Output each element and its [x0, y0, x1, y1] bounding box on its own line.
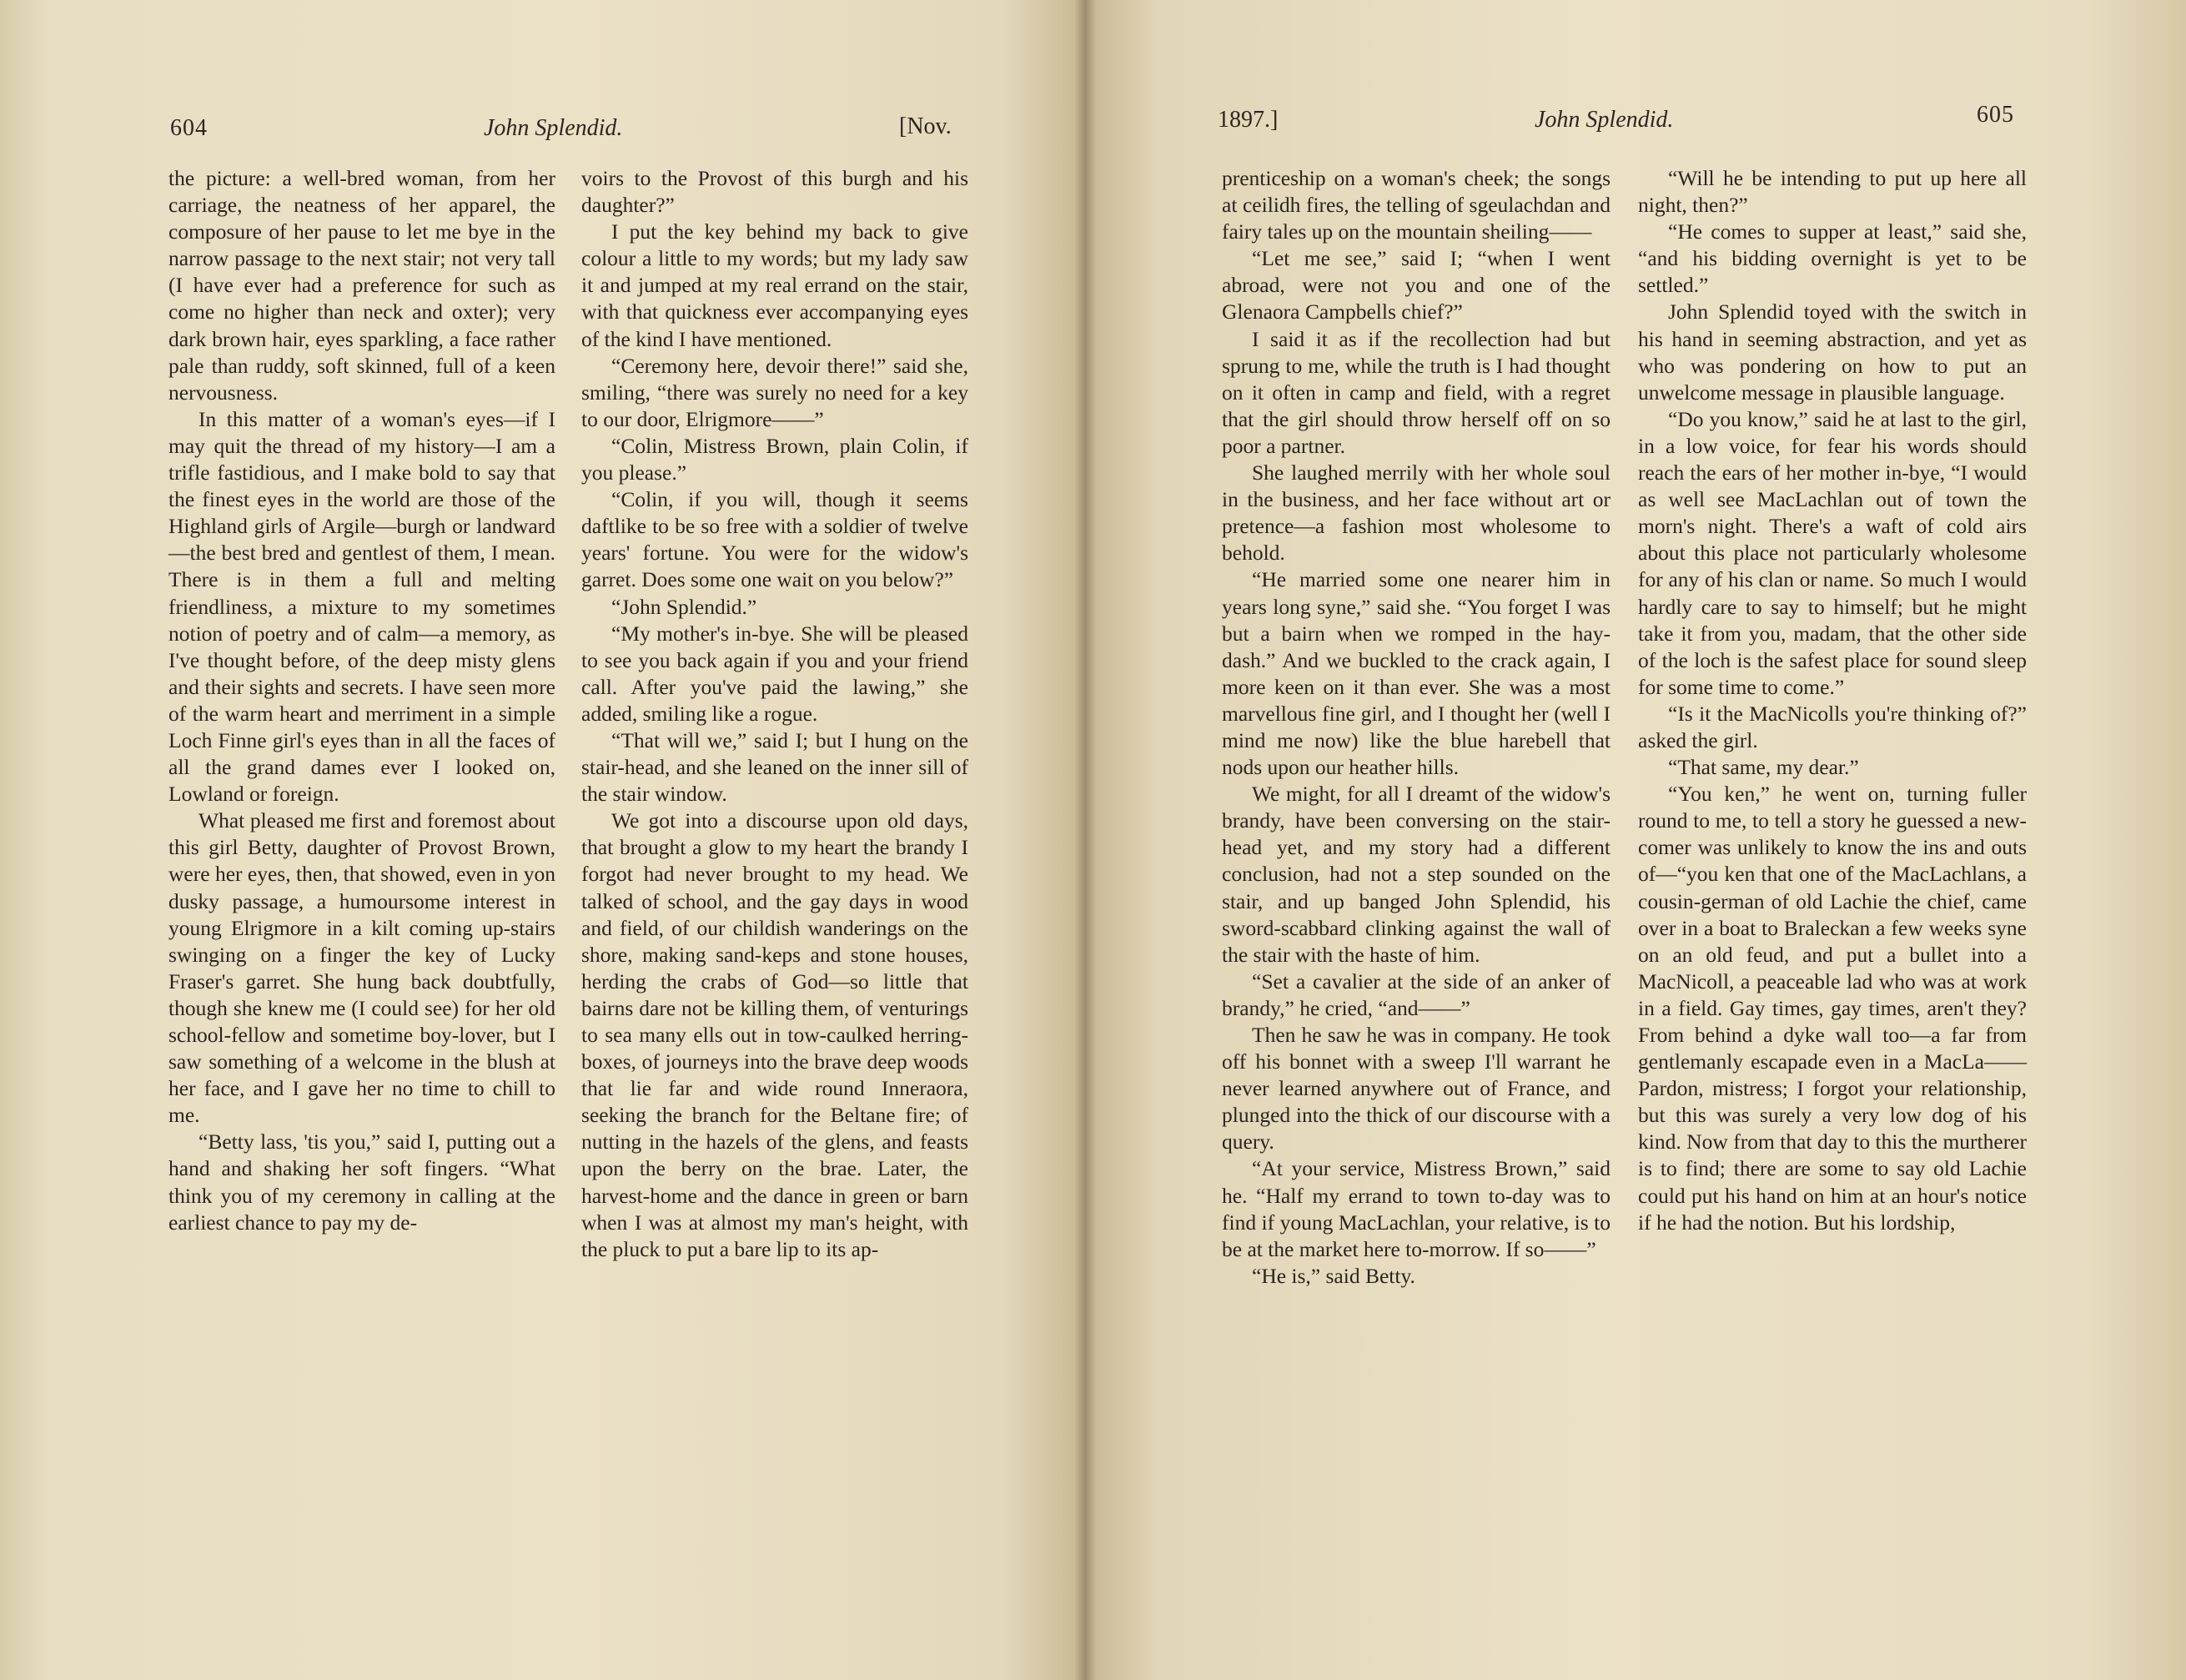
paragraph: “Set a cavalier at the side of an anker of brandy,” he cried, “and——” — [1222, 968, 1611, 1020]
paragraph: “Is it the MacNicolls you're thinking of?” asked the girl. — [1638, 701, 2027, 752]
right-column-1 — [1222, 165, 1611, 1290]
paragraph: In this matter of a woman's eyes—if I may quit the thread of my history—I am a trifle fastidious, and I make bold to say that the finest eyes in the world are those of the Highland girls of Argile—burgh or landward—the best bred and gentlest of them, I mean. There is in them a full and melting friendliness, a mixture to my sometimes notion of poetry and of calm—a memory, as I've thought before, of the deep misty glens and their sights and secrets. I have seen more of the warm heart and merriment in a simple Loch Finne girl's eyes than in all the faces of all the grand dames ever I looked on, Lowland or foreign. — [168, 406, 555, 807]
paragraph: “Let me see,” said I; “when I went abroad, were not you and one of the Glenaora Campbells chief?” — [1222, 246, 1611, 324]
right-page — [1084, 0, 2186, 1680]
paragraph: “He married some one nearer him in years long syne,” said she. “You forget I was but a bairn when we romped in the hay-dash.” And we buckled to the crack again, I more keen on it than ever. She was a most marvellous fine girl, and I thought her (well I mind me now) like the blue harebell that nods upon our heather hills. — [1222, 567, 1611, 780]
paragraph: John Splendid toyed with the switch in his hand in seeming abstraction, and yet as who was pondering on how to put an unwelcome message in plausible language. — [1638, 299, 2027, 405]
paragraph: We might, for all I dreamt of the widow's brandy, have been conversing on the stair-head yet, and my story had a different conclusion, had not a step sounded on the stair, and up banged John Splendid, his sword-scabbard clinking against the wall of the stair with the haste of him. — [1222, 782, 1611, 967]
paragraph: “Ceremony here, devoir there!” said she, smiling, “there was surely no need for a key to our door, Elrigmore——” — [581, 353, 968, 431]
paragraph: What pleased me first and foremost about this girl Betty, daughter of Provost Brown, were her eyes, then, that showed, even in yon dusky passage, a humoursome interest in young Elrigmore in a kilt coming up-stairs swinging on a finger the key of Lucky Fraser's garret. She hung back doubtfully, though she knew me (I could see) for her old school-fellow and sometime boy-lover, but I saw something of a welcome in the blush at her face, and I gave her no time to chill to me. — [168, 808, 555, 1128]
left-column-1 — [168, 165, 555, 1236]
page-number-right: 605 — [1977, 102, 2014, 128]
paragraph: “My mother's in-bye. She will be pleased to see you back again if you and your friend call. After you've paid the lawing,” she added, smiling like a rogue. — [581, 621, 968, 726]
paragraph: We got into a discourse upon old days, that brought a glow to my heart the brandy I forgot had never brought to my head. We talked of school, and the gay days in wood and field, of our childish wanderings on the shore, making sand-keps and stone houses, herding the crabs of God—so little that bairns dare not be killing them, of venturings to sea many ells out in tow-caulked herring-boxes, of journeys into the brave deep woods that lie far and wide round Inneraora, seeking the branch for the Beltane fire; of nutting in the hazels of the glens, and feasts upon the berry on the brae. Later, the harvest-home and the dance in green or barn when I was at almost my man's height, with the pluck to put a bare lip to its ap- — [581, 808, 968, 1261]
left-page — [0, 0, 1084, 1680]
paragraph: Then he saw he was in company. He took off his bonnet with a sweep I'll warrant he never learned anywhere out of France, and plunged into the thick of our discourse with a query. — [1222, 1023, 1611, 1154]
paragraph: voirs to the Provost of this burgh and his daughter?” — [581, 166, 968, 218]
paragraph: prenticeship on a woman's cheek; the songs at ceilidh fires, the telling of sgeulachdan and fairy tales up on the mountain sheiling—— — [1222, 166, 1611, 244]
book-gutter — [1074, 0, 1096, 1680]
paragraph: “Do you know,” said he at last to the girl, in a low voice, for fear his words should reach the ears of her mother in-bye, “I would as well see MacLachlan out of town the morn's night. There's a waft of cold airs about this place not particularly wholesome for any of his clan or name. So much I would hardly care to say to himself; but he might take it from you, madam, that the other side of the loch is the safest place for sound sleep for some time to come.” — [1638, 406, 2027, 699]
running-year: 1897.] — [1218, 107, 1279, 133]
paragraph: I put the key behind my back to give colour a little to my words; but my lady saw it and jumped at my real errand on the stair, with that quickness ever accompanying eyes of the kind I have mentioned. — [581, 219, 968, 351]
paragraph: “He comes to supper at least,” said she, “and his bidding overnight is yet to be settled.” — [1638, 219, 2027, 298]
right-column-2 — [1638, 165, 2027, 1236]
paragraph: “John Splendid.” — [611, 594, 757, 619]
paragraph: “He is,” said Betty. — [1252, 1263, 1415, 1288]
paragraph: “That same, my dear.” — [1668, 755, 1859, 780]
paragraph: the picture: a well-bred woman, from her carriage, the neatness of her apparel, the composure of her pause to let me bye in the narrow passage to the next stair; not very tall (I have ever had a preference for such as come no higher than neck and oxter); very dark brown hair, eyes sparkling, a face rather pale than ruddy, soft skinned, full of a keen nervousness. — [168, 166, 555, 405]
running-title-left: John Splendid. — [484, 115, 623, 141]
paragraph: “Colin, Mistress Brown, plain Colin, if you please.” — [581, 433, 968, 485]
paragraph: She laughed merrily with her whole soul in the business, and her face without art or pretence—a fashion most wholesome to behold. — [1222, 460, 1611, 566]
paragraph: I said it as if the recollection had but sprung to me, while the truth is I had thought on it often in camp and field, with a regret that the girl should throw herself off on so poor a partner. — [1222, 326, 1611, 458]
running-month: [Nov. — [899, 113, 952, 139]
paragraph: “At your service, Mistress Brown,” said he. “Half my errand to town to-day was to find if young MacLachlan, your relative, is to be at the market here to-morrow. If so——” — [1222, 1156, 1611, 1261]
left-column-2 — [581, 165, 968, 1263]
running-title-right: John Splendid. — [1535, 107, 1674, 133]
paragraph: “Betty lass, 'tis you,” said I, putting out a hand and shaking her soft fingers. “What think you of my ceremony in calling at the earliest chance to pay my de- — [168, 1129, 555, 1235]
paragraph: “You ken,” he went on, turning fuller round to me, to tell a story he guessed a new-comer was unlikely to know the ins and outs of—“you ken that one of the MacLachlans, a cousin-german of old Lachie the chief, came over in a boat to Braleckan a few weeks syne on an old feud, and put a bullet into a MacNicoll, a peaceable lad who was at work in a field. Gay times, gay times, aren't they? From behind a dyke wall too—a far from gentlemanly escapade even in a MacLa—— Pardon, mistress; I forgot your relationship, but this was surely a very low dog of his kind. Now from that day to this the murtherer is to find; there are some to say old Lachie could put his hand on him at an hour's notice if he had the notion. But his lordship, — [1638, 782, 2027, 1235]
paragraph: “Will he be intending to put up here all night, then?” — [1638, 166, 2027, 218]
paragraph: “Colin, if you will, though it seems daftlike to be so free with a soldier of twelve years' fortune. You were for the widow's garret. Does some one wait on you below?” — [581, 487, 968, 592]
page-number-left: 604 — [170, 115, 208, 141]
paragraph: “That will we,” said I; but I hung on the stair-head, and she leaned on the inner sill of the stair window. — [581, 727, 968, 807]
